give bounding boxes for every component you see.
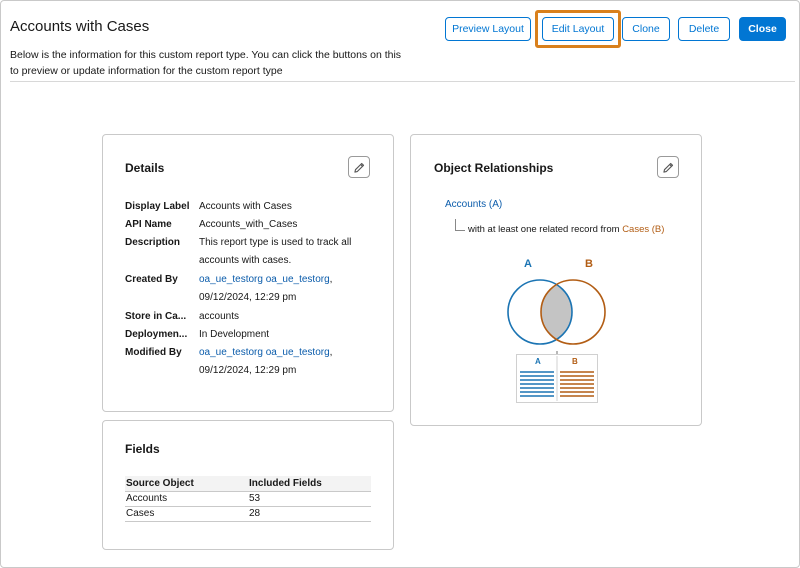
relationship-connector xyxy=(455,219,465,231)
details-card xyxy=(102,134,394,412)
header-divider xyxy=(10,81,795,82)
table-row xyxy=(125,506,371,521)
detail-value xyxy=(199,344,359,380)
pencil-icon xyxy=(663,162,674,173)
table-header-b: B xyxy=(572,357,578,366)
detail-label: Display Label xyxy=(125,201,190,212)
table-row xyxy=(125,491,371,506)
fields-title: Fields xyxy=(125,442,160,456)
related-object-label: Cases (B) xyxy=(622,224,665,235)
page-title: Accounts with Cases xyxy=(10,18,150,35)
source-object-cell: Cases xyxy=(125,506,248,521)
table-header-a: A xyxy=(535,357,541,366)
joined-table-icon xyxy=(516,354,598,404)
venn-label-b: B xyxy=(585,258,593,270)
pencil-icon xyxy=(354,162,365,173)
fields-card xyxy=(102,420,394,550)
detail-label: Created By xyxy=(125,274,178,285)
column-header-source-object: Source Object xyxy=(125,476,248,491)
close-button[interactable]: Close xyxy=(739,17,786,41)
detail-value: This report type is used to track all accounts with cases. xyxy=(199,237,352,266)
primary-object-link[interactable]: Accounts (A) xyxy=(445,199,503,210)
detail-value: Accounts with Cases xyxy=(199,201,292,212)
detail-label: Modified By xyxy=(125,347,182,358)
object-relationships-card xyxy=(410,134,702,426)
detail-value: accounts xyxy=(199,311,240,322)
preview-layout-button[interactable]: Preview Layout xyxy=(445,17,531,41)
edit-layout-button[interactable]: Edit Layout xyxy=(542,17,614,41)
source-object-cell: Accounts xyxy=(125,491,248,506)
venn-label-a: A xyxy=(524,258,532,270)
modified-date: 09/12/2024, 12:29 pm xyxy=(199,365,297,376)
detail-value: In Development xyxy=(199,329,270,340)
relationship-description: with at least one related record from Cases (B) xyxy=(468,224,665,235)
created-date: 09/12/2024, 12:29 pm xyxy=(199,292,297,303)
relationships-edit-button[interactable] xyxy=(657,156,679,178)
detail-label: Store in Ca... xyxy=(125,311,187,322)
detail-value xyxy=(199,271,359,307)
column-header-included-fields: Included Fields xyxy=(248,476,371,491)
detail-label: API Name xyxy=(125,219,172,230)
table-header-row xyxy=(125,476,371,491)
detail-label: Deploymen... xyxy=(125,329,188,340)
table-rows-a xyxy=(520,372,554,396)
fields-table xyxy=(125,476,371,522)
details-title: Details xyxy=(125,161,165,175)
separator: , xyxy=(329,347,333,358)
page-description: Below is the information for this custom report type. You can click the buttons on this to preview or update information for the custom report type xyxy=(10,49,402,77)
included-fields-cell: 53 xyxy=(248,491,371,506)
detail-label: Description xyxy=(125,237,181,248)
created-by-user-link[interactable]: oa_ue_testorg oa_ue_testorg xyxy=(199,274,330,285)
table-rows-b xyxy=(560,372,594,396)
separator: , xyxy=(329,274,333,285)
included-fields-cell: 28 xyxy=(248,506,371,521)
clone-button[interactable]: Clone xyxy=(622,17,670,41)
modified-by-user-link[interactable]: oa_ue_testorg oa_ue_testorg xyxy=(199,347,330,358)
details-edit-button[interactable] xyxy=(348,156,370,178)
detail-value: Accounts_with_Cases xyxy=(199,219,298,230)
delete-button[interactable]: Delete xyxy=(678,17,730,41)
relationships-title: Object Relationships xyxy=(434,161,554,175)
